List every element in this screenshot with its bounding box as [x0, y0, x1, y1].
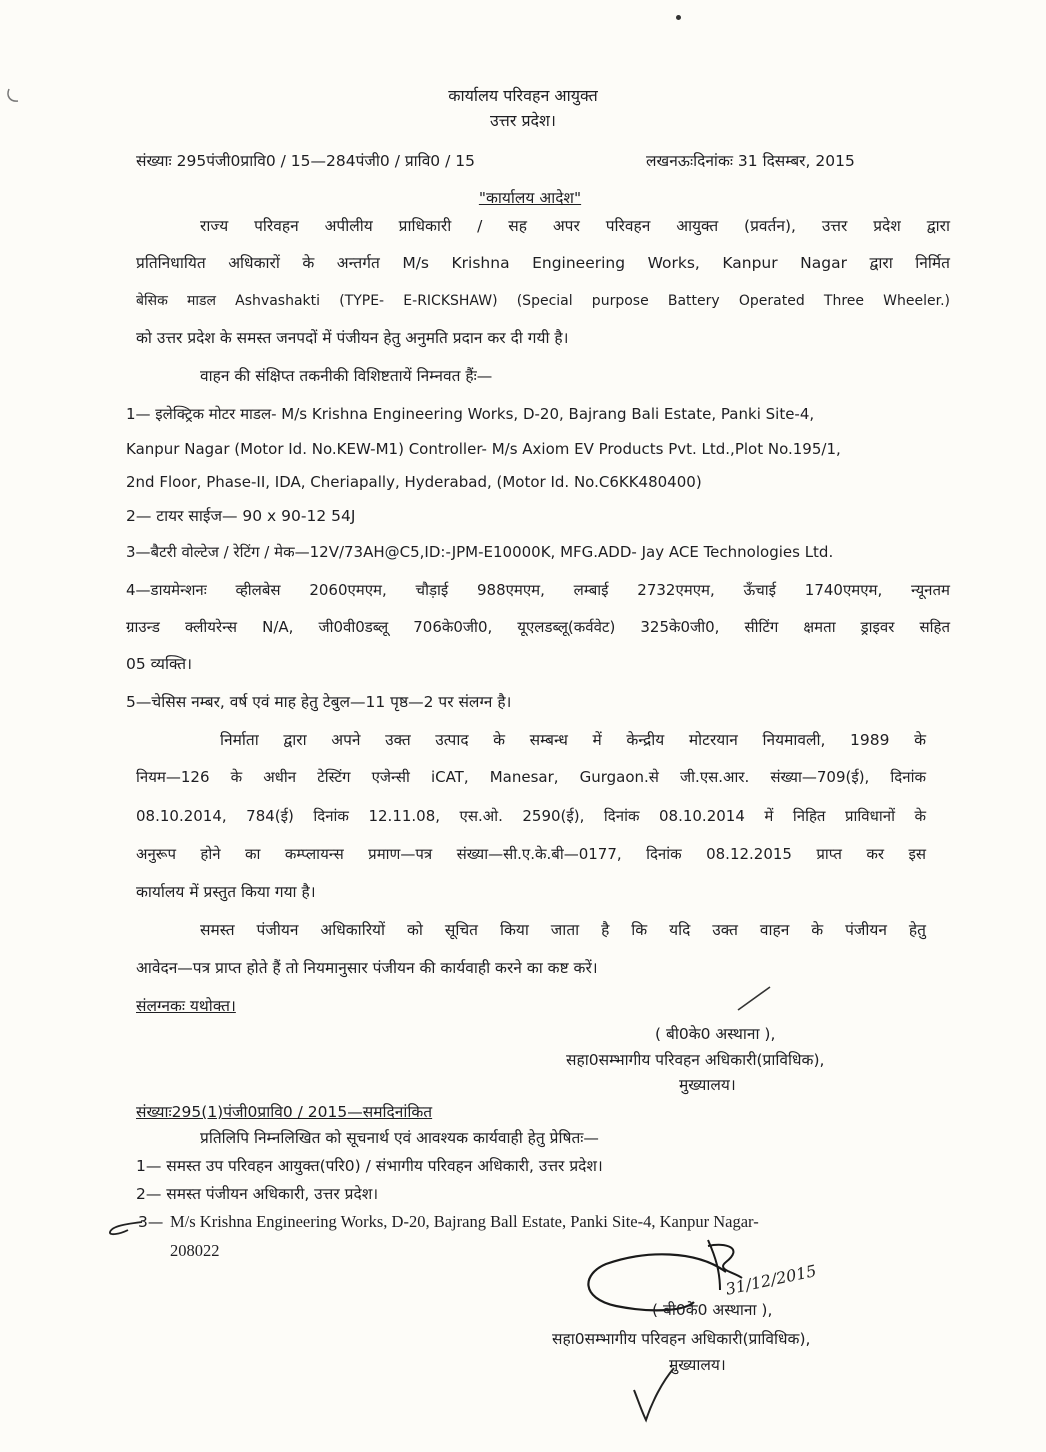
reference-number: संख्याः 295पंजी0प्रावि0 / 15—284पंजी0 / प्रावि0 / 15 [136, 152, 475, 170]
compliance-line-1: निर्माता द्वारा अपने उक्त उत्पाद के सम्बन्ध में केन्द्रीय मोटरयान नियमावली, 1989 के [220, 731, 926, 749]
spec-line-3: 2nd Floor, Phase-II, IDA, Cheriapally, Hyderabad, (Motor Id. No.C6KK480400) [126, 473, 702, 491]
signatory-designation: सहा0सम्भागीय परिवहन अधिकारी(प्राविधिक), [566, 1051, 825, 1069]
copy-item-3-number: 3— [138, 1213, 164, 1231]
order-title: "कार्यालय आदेश" [478, 189, 582, 207]
compliance-line-2: नियम—126 के अधीन टेस्टिंग एजेन्सी iCAT, Manesar, Gurgaon.से जी.एस.आर. संख्या—709(ई), दिनांक [136, 768, 926, 786]
spec-line-1: 1— इलेक्ट्रिक मोटर माडल- M/s Krishna Engineering Works, D-20, Bajrang Bali Estate, Panki Site-4, [126, 405, 815, 423]
copy-item-1: 1— समस्त उप परिवहन आयुक्त(परि0) / संभागीय परिवहन अधिकारी, उत्तर प्रदेश। [136, 1157, 603, 1175]
handwritten-date: 31/12/2015 [723, 1261, 819, 1299]
check-mark-icon [628, 1364, 678, 1424]
scan-speck [676, 15, 681, 20]
copy-item-3-pin: 208022 [170, 1241, 220, 1260]
spec-heading: वाहन की संक्षिप्त तकनीकी विशिष्टतायें निम्नवत हैंः— [200, 367, 493, 385]
copy-item-3-text: M/s Krishna Engineering Works, D-20, Bajrang Ball Estate, Panki Site-4, Kanpur Nagar- [170, 1212, 759, 1231]
spec-line-6: 4—डायमेन्शनः व्हीलबेस 2060एमएम, चौड़ाई 988एमएम, लम्बाई 2732एमएम, ऊँचाई 1740एमएम, न्यूनतम [126, 581, 950, 599]
copy-item-2: 2— समस्त पंजीयन अधिकारी, उत्तर प्रदेश। [136, 1185, 379, 1203]
intro-line-2: प्रतिनिधायित अधिकारों के अन्तर्गत M/s Krishna Engineering Works, Kanpur Nagar द्वारा निर्मित [136, 254, 950, 272]
signatory-designation-copy: सहा0सम्भागीय परिवहन अधिकारी(प्राविधिक), [552, 1330, 811, 1348]
spec-line-5: 3—बैटरी वोल्टेज / रेटिंग / मेक—12V/73AH@C5,ID:-JPM-E10000K, MFG.ADD- Jay ACE Technologies Ltd. [126, 543, 834, 561]
office-state: उत्तर प्रदेश। [490, 111, 556, 130]
intro-line-3: बेसिक माडल Ashvashakti (TYPE- E-RICKSHAW) (Special purpose Battery Operated Three Wheeler.) [136, 293, 950, 309]
spec-line-4: 2— टायर साईज— 90 x 90-12 54J [126, 507, 356, 525]
enclosure-note: संलग्नकः यथोक्त। [136, 997, 236, 1015]
instruction-line-2: आवेदन—पत्र प्राप्त होते हैं तो नियमानुसार पंजीयन की कार्यवाही करने का कष्ट करें। [136, 959, 598, 977]
copy-intro: प्रतिलिपि निम्नलिखित को सूचनार्थ एवं आवश्यक कार्यवाही हेतु प्रेषितः— [200, 1129, 599, 1147]
spec-line-2: Kanpur Nagar (Motor Id. No.KEW-M1) Controller- M/s Axiom EV Products Pvt. Ltd.,Plot No.195/1, [126, 440, 841, 458]
tick-mark-icon [736, 984, 772, 1014]
compliance-line-4: अनुरूप होने का कम्प्लायन्स प्रमाण—पत्र संख्या—सी.ए.के.बी—0177, दिनांक 08.12.2015 प्राप्त कर इस [136, 845, 926, 863]
compliance-line-3: 08.10.2014, 784(ई) दिनांक 12.11.08, एस.ओ. 2590(ई), दिनांक 08.10.2014 में निहित प्राविधानों के [136, 807, 926, 825]
punch-hole-mark-icon [4, 86, 24, 106]
spec-line-7: ग्राउन्ड क्लीयरेन्स N/A, जी0वी0डब्लू 706के0जी0, यूएलडब्लू(कर्ववेट) 325के0जी0, सीटिंग क्षमता ड्राइवर सहित [126, 618, 950, 636]
instruction-line-1: समस्त पंजीयन अधिकारियों को सूचित किया जाता है कि यदि उक्त वाहन के पंजीयन हेतु [200, 921, 926, 939]
compliance-line-5: कार्यालय में प्रस्तुत किया गया है। [136, 883, 316, 901]
signatory-office-copy: मुख्यालय। [669, 1356, 726, 1374]
spec-line-8: 05 व्यक्ति। [126, 655, 192, 673]
signatory-name-copy: ( बी0के0 अस्थाना ), [652, 1301, 773, 1319]
intro-line-4: को उत्तर प्रदेश के समस्त जनपदों में पंजीयन हेतु अनुमति प्रदान कर दी गयी है। [136, 329, 569, 347]
place-and-date: लखनऊःदिनांकः 31 दिसम्बर, 2015 [646, 152, 855, 170]
spec-line-9: 5—चेसिस नम्बर, वर्ष एवं माह हेतु टेबुल—11 पृष्ठ—2 पर संलग्न है। [126, 693, 512, 711]
signatory-office: मुख्यालय। [679, 1076, 736, 1094]
copy-reference-number: संख्याः295(1)पंजी0प्रावि0 / 2015—समदिनांकित [136, 1103, 433, 1121]
intro-line-1: राज्य परिवहन अपीलीय प्राधिकारी / सह अपर परिवहन आयुक्त (प्रवर्तन), उत्तर प्रदेश द्वारा [200, 217, 950, 235]
office-name: कार्यालय परिवहन आयुक्त [448, 86, 598, 105]
signatory-name: ( बी0के0 अस्थाना ), [655, 1025, 776, 1043]
